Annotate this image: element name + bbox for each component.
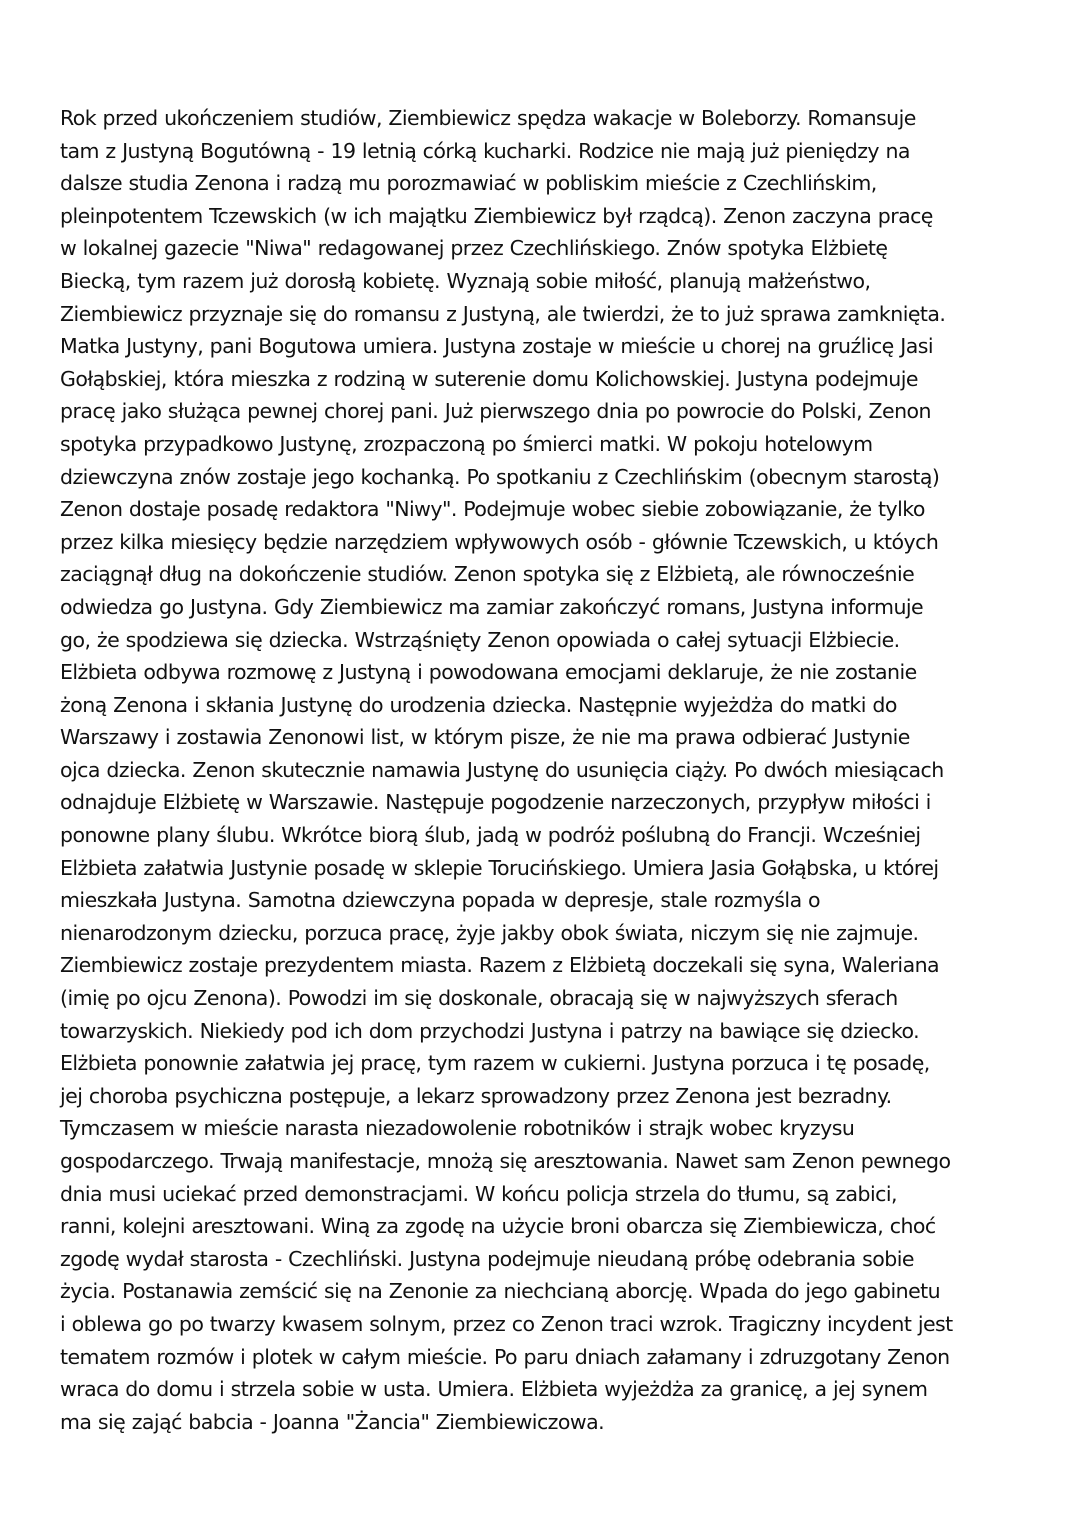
text-line: Elżbieta załatwia Justynie posadę w sklepie Torucińskiego. Umiera Jasia Gołąbska, u której — [60, 855, 939, 880]
text-line: Zenon dostaje posadę redaktora "Niwy". Podejmuje wobec siebie zobowiązanie, że tylko — [60, 497, 925, 522]
text-line: Tymczasem w mieście narasta niezadowolenie robotników i strajk wobec kryzysu — [60, 1116, 855, 1141]
text-line: ranni, kolejni aresztowani. Winą za zgodę na użycie broni obarcza się Ziembiewicza, choć — [60, 1214, 936, 1239]
text-line: i oblewa go po twarzy kwasem solnym, przez co Zenon traci wzrok. Tragiczny incydent jest — [60, 1311, 953, 1336]
text-line: ma się zająć babcia - Joanna "Żancia" Ziembiewiczowa. — [60, 1409, 605, 1434]
text-line: wraca do domu i strzela sobie w usta. Umiera. Elżbieta wyjeżdża za granicę, a jej synem — [60, 1377, 928, 1402]
text-line: gospodarczego. Trwają manifestacje, mnożą się aresztowania. Nawet sam Zenon pewnego — [60, 1149, 951, 1173]
text-line: towarzyskich. Niekiedy pod ich dom przychodzi Justyna i patrzy na bawiące się dziecko. — [60, 1018, 920, 1043]
text-line: żoną Zenona i skłania Justynę do urodzenia dziecka. Następnie wyjeżdża do matki do — [60, 692, 897, 717]
text-line: dalsze studia Zenona i radzą mu porozmawiać w pobliskim mieście z Czechlińskim, — [60, 171, 877, 196]
text-line: spotyka przypadkowo Justynę, zrozpaczoną po śmierci matki. W pokoju hotelowym — [60, 431, 873, 456]
text-line: ojca dziecka. Zenon skutecznie namawia Justynę do usunięcia ciąży. Po dwóch miesiącach — [60, 757, 944, 782]
text-line: Matka Justyny, pani Bogutowa umiera. Justyna zostaje w mieście u chorej na gruźlicę Jasi — [60, 334, 933, 359]
text-line: dziewczyna znów zostaje jego kochanką. Po spotkaniu z Czechlińskim (obecnym starostą) — [60, 464, 940, 489]
text-line: pracę jako służąca pewnej chorej pani. Już pierwszego dnia po powrocie do Polski, Zenon — [60, 399, 931, 424]
text-line: (imię po ojcu Zenona). Powodzi im się doskonale, obracają się w najwyższych sferach — [60, 986, 898, 1011]
text-line: Biecką, tym razem już dorosłą kobietę. Wyznają sobie miłość, planują małżeństwo, — [60, 268, 871, 293]
text-line: Gołąbskiej, która mieszka z rodziną w suterenie domu Kolichowskiej. Justyna podejmuje — [60, 366, 918, 391]
text-line: Ziembiewicz zostaje prezydentem miasta. Razem z Elżbietą doczekali się syna, Waleriana — [60, 953, 940, 978]
text-line: Warszawy i zostawia Zenonowi list, w którym pisze, że nie ma prawa odbierać Justynie — [60, 725, 910, 750]
text-line: zaciągnął dług na dokończenie studiów. Zenon spotyka się z Elżbietą, ale równocześnie — [60, 562, 915, 587]
text-line: go, że spodziewa się dziecka. Wstrząśnięty Zenon opowiada o całej sytuacji Elżbiecie. — [60, 627, 900, 652]
text-line: ponowne plany ślubu. Wkrótce biorą ślub, jadą w podróż poślubną do Francji. Wcześniej — [60, 823, 921, 848]
text-line: odwiedza go Justyna. Gdy Ziembiewicz ma zamiar zakończyć romans, Justyna informuje — [60, 594, 924, 619]
text-line: dnia musi uciekać przed demonstracjami. W końcu policja strzela do tłumu, są zabici, — [60, 1181, 897, 1206]
text-line: jej choroba psychiczna postępuje, a lekarz sprowadzony przez Zenona jest bezradny. — [60, 1083, 892, 1108]
text-line: Ziembiewicz przyznaje się do romansu z Justyną, ale twierdzi, że to już sprawa zamknięta. — [60, 301, 946, 326]
text-line: odnajduje Elżbietę w Warszawie. Następuje pogodzenie narzeczonych, przypływ miłości i — [60, 790, 931, 815]
text-line: Rok przed ukończeniem studiów, Ziembiewicz spędza wakacje w Boleborzy. Romansuje — [60, 106, 916, 130]
text-line: tematem rozmów i plotek w całym mieście. Po paru dniach załamany i zdruzgotany Zenon — [60, 1344, 950, 1369]
text-line: Elżbieta odbywa rozmowę z Justyną i powodowana emocjami deklaruje, że nie zostanie — [60, 660, 917, 685]
text-line: nienarodzonym dziecku, porzuca pracę, żyje jakby obok świata, niczym się nie zajmuje. — [60, 920, 919, 945]
text-line: tam z Justyną Bogutówną - 19 letnią córką kucharki. Rodzice nie mają już pieniędzy na — [60, 138, 910, 163]
summary-paragraph — [60, 102, 1040, 1438]
text-line: mieszkała Justyna. Samotna dziewczyna popada w depresje, stale rozmyśla o — [60, 888, 821, 913]
text-line: przez kilka miesięcy będzie narzędziem wpływowych osób - głównie Tczewskich, u któych — [60, 529, 939, 554]
text-line: zgodę wydał starosta - Czechliński. Justyna podejmuje nieudaną próbę odebrania sobie — [60, 1246, 914, 1271]
text-line: Elżbieta ponownie załatwia jej pracę, tym razem w cukierni. Justyna porzuca i tę posadę, — [60, 1051, 930, 1076]
text-line: pleinpotentem Tczewskich (w ich majątku Ziembiewicz był rządcą). Zenon zaczyna pracę — [60, 203, 933, 228]
text-line: życia. Postanawia zemścić się na Zenonie za niechcianą aborcję. Wpada do jego gabinetu — [60, 1279, 941, 1304]
text-line: w lokalnej gazecie "Niwa" redagowanej przez Czechlińskiego. Znów spotyka Elżbietę — [60, 236, 888, 261]
